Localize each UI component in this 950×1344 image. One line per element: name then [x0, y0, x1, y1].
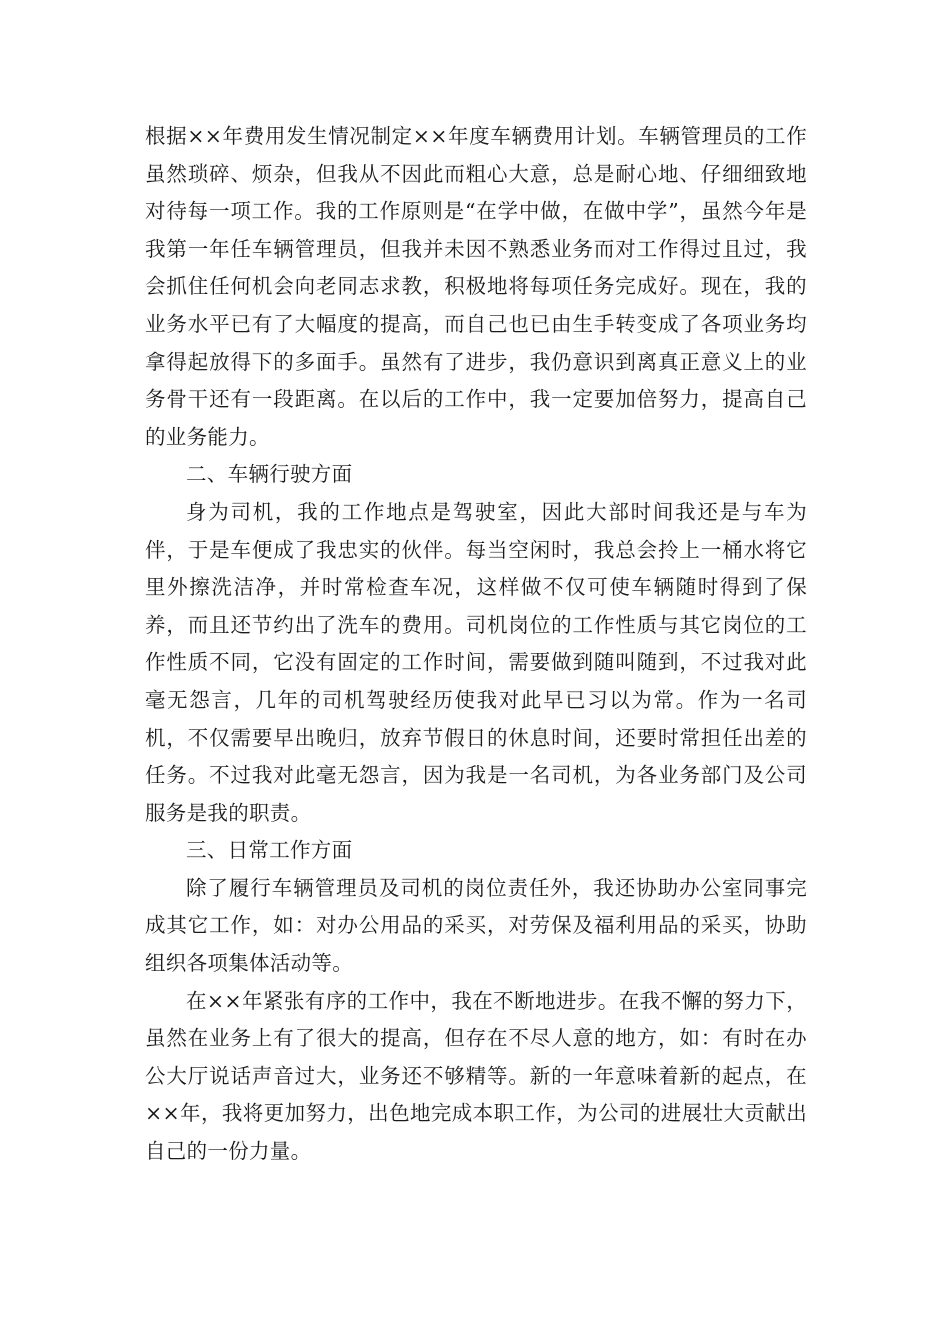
- paragraph-driver-duties: 身为司机，我的工作地点是驾驶室，因此大部时间我还是与车为伴，于是车便成了我忠实的伙伴。每当空闲时，我总会拎上一桶水将它里外擦洗洁净，并时常检查车况，这样做不仅可使车辆随时得到了保养，而且还节约出了洗车的费用。司机岗位的工作性质与其它岗位的工作性质不同，它没有固定的工作时间，需要做到随叫随到，不过我对此毫无怨言，几年的司机驾驶经历使我对此早已习以为常。作为一名司机，不仅需要早出晚归，放弃节假日的休息时间，还要时常担任出差的任务。不过我对此毫无怨言，因为我是一名司机，为各业务部门及公司服务是我的职责。: [145, 499, 807, 825]
- paragraph-office-assistance: 除了履行车辆管理员及司机的岗位责任外，我还协助办公室同事完成其它工作，如：对办公用品的采买，对劳保及福利用品的采买，协助组织各项集体活动等。: [145, 875, 807, 976]
- paragraph-year-summary: 在××年紧张有序的工作中，我在不断地进步。在我不懈的努力下，虽然在业务上有了很大的提高，但存在不尽人意的地方，如：有时在办公大厅说话声音过大，业务还不够精等。新的一年意味着新的起点，在××年，我将更加努力，出色地完成本职工作，为公司的进展壮大贡献出自己的一份力量。: [145, 988, 807, 1164]
- section-heading-daily-work: 三、日常工作方面: [186, 838, 353, 863]
- document-body: [145, 118, 807, 1171]
- section-heading-vehicle-driving: 二、车辆行驶方面: [186, 462, 353, 487]
- paragraph-vehicle-cost-plan: 根据××年费用发生情况制定××年度车辆费用计划。车辆管理员的工作虽然琐碎、烦杂，但我从不因此而粗心大意，总是耐心地、仔细细致地对待每一项工作。我的工作原则是“在学中做，在做中学”，虽然今年是我第一年任车辆管理员，但我并未因不熟悉业务而对工作得过且过，我会抓住任何机会向老同志求教，积极地将每项任务完成好。现在，我的业务水平已有了大幅度的提高，而自己也已由生手转变成了各项业务均拿得起放得下的多面手。虽然有了进步，我仍意识到离真正意义上的业务骨干还有一段距离。在以后的工作中，我一定要加倍努力，提高自己的业务能力。: [145, 124, 807, 449]
